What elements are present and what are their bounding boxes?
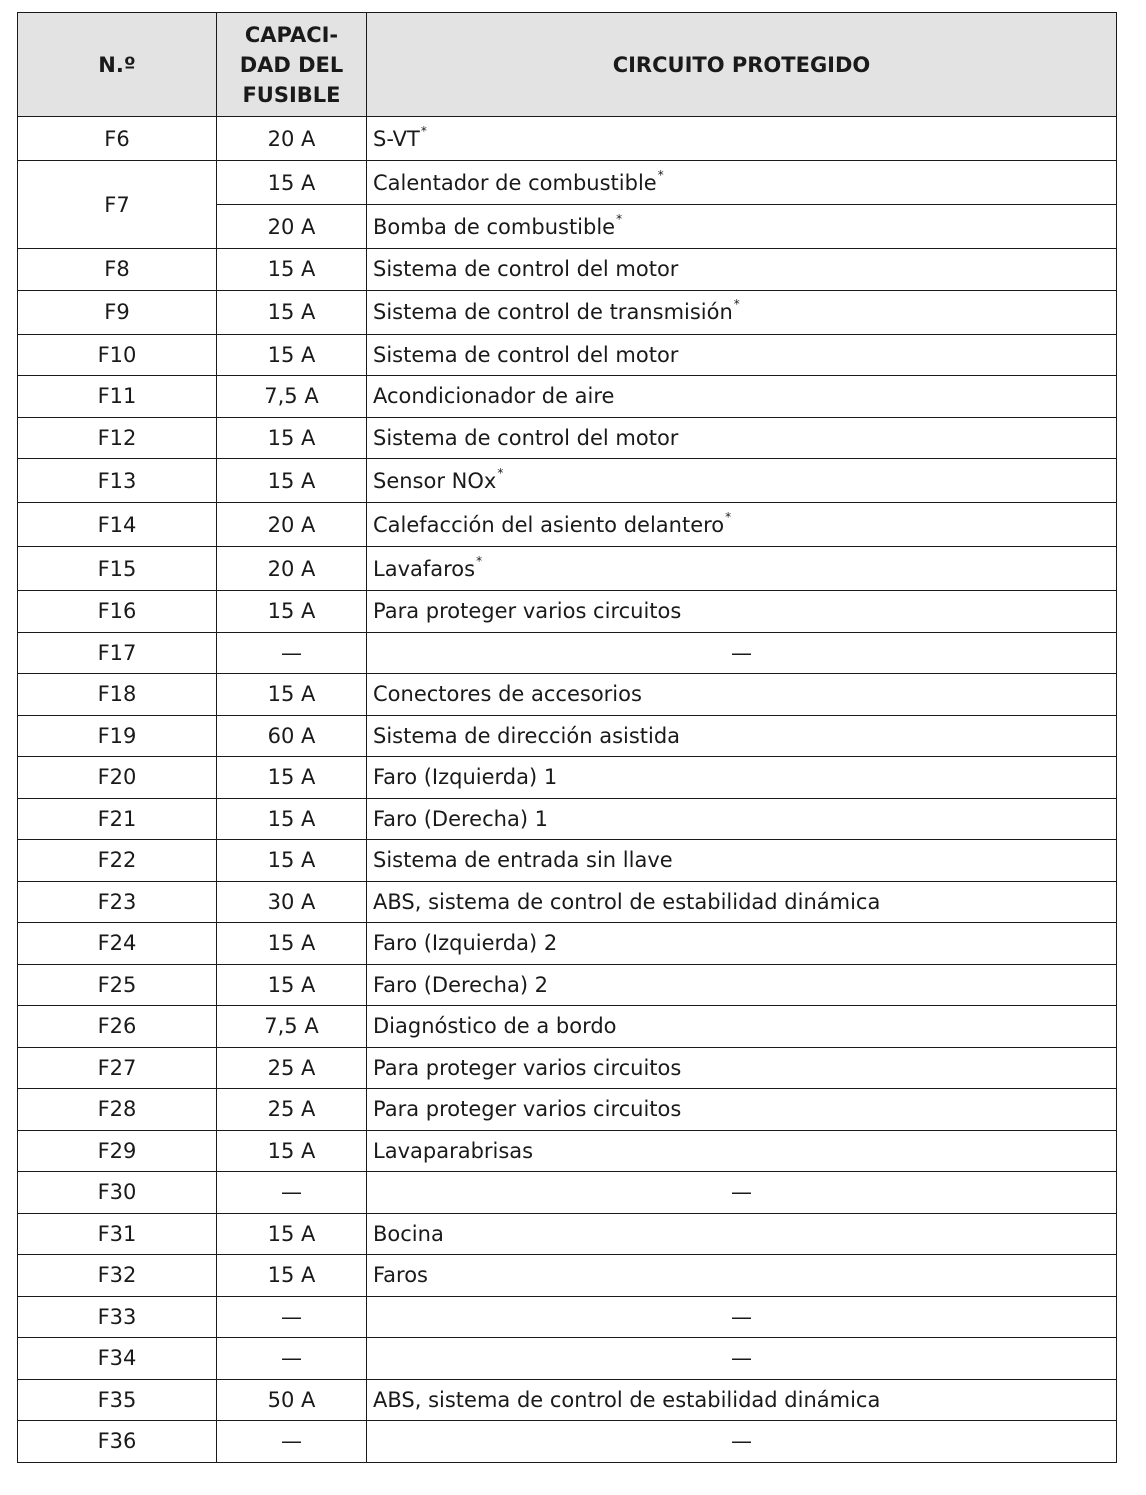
table-row (18, 1172, 1117, 1214)
protected-circuit (367, 757, 1117, 799)
protected-circuit-text: Sistema de control del motor (373, 342, 679, 367)
protected-circuit-text: — (731, 1429, 752, 1454)
table-row (18, 161, 1117, 205)
fuse-capacity: 7,5 A (217, 1006, 367, 1048)
fuse-number: F24 (18, 923, 217, 965)
fuse-number: F10 (18, 334, 217, 376)
protected-circuit (367, 334, 1117, 376)
table-row (18, 1006, 1117, 1048)
table-row (18, 1089, 1117, 1131)
fuse-table-body (18, 117, 1117, 1463)
table-row (18, 1379, 1117, 1421)
protected-circuit (367, 1172, 1117, 1214)
protected-circuit (367, 1255, 1117, 1297)
protected-circuit (367, 674, 1117, 716)
protected-circuit-text: Sistema de control del motor (373, 425, 679, 450)
protected-circuit-text: — (731, 1180, 752, 1205)
fuse-capacity: — (217, 1172, 367, 1214)
protected-circuit-text: Para proteger varios circuitos (373, 1097, 682, 1122)
protected-circuit (367, 1213, 1117, 1255)
protected-circuit-text: Lavaparabrisas (373, 1138, 534, 1163)
footnote-asterisk: * (420, 123, 427, 138)
fuse-capacity: 15 A (217, 757, 367, 799)
protected-circuit (367, 161, 1117, 205)
table-header-row (18, 13, 1117, 117)
protected-circuit (367, 1421, 1117, 1463)
protected-circuit-text: Para proteger varios circuitos (373, 1055, 682, 1080)
protected-circuit (367, 1047, 1117, 1089)
fuse-number: F34 (18, 1338, 217, 1380)
protected-circuit (367, 547, 1117, 591)
header-number: N.º (18, 13, 217, 117)
fuse-capacity: — (217, 632, 367, 674)
footnote-asterisk: * (733, 297, 740, 311)
table-row (18, 757, 1117, 799)
fuse-table (17, 12, 1117, 1463)
fuse-number: F13 (18, 459, 217, 503)
fuse-number: F15 (18, 547, 217, 591)
fuse-capacity: 15 A (217, 290, 367, 334)
fuse-capacity: 15 A (217, 249, 367, 291)
fuse-capacity: 25 A (217, 1047, 367, 1089)
fuse-number: F6 (18, 117, 217, 161)
fuse-number: F28 (18, 1089, 217, 1131)
protected-circuit-text: ABS, sistema de control de estabilidad dinámica (373, 1387, 881, 1412)
fuse-capacity: 15 A (217, 1130, 367, 1172)
fuse-capacity: 15 A (217, 591, 367, 633)
fuse-capacity: 15 A (217, 1213, 367, 1255)
table-row (18, 923, 1117, 965)
protected-circuit (367, 459, 1117, 503)
fuse-number: F35 (18, 1379, 217, 1421)
table-row (18, 632, 1117, 674)
protected-circuit (367, 290, 1117, 334)
table-row (18, 290, 1117, 334)
table-row (18, 1296, 1117, 1338)
fuse-number: F16 (18, 591, 217, 633)
fuse-capacity: 15 A (217, 161, 367, 205)
fuse-number: F25 (18, 964, 217, 1006)
fuse-number: F8 (18, 249, 217, 291)
protected-circuit-text: Diagnóstico de a bordo (373, 1014, 617, 1039)
protected-circuit-text: Faros (373, 1263, 428, 1288)
header-capacity-line: DAD DEL (239, 52, 344, 77)
fuse-number: F9 (18, 290, 217, 334)
fuse-capacity: 20 A (217, 547, 367, 591)
protected-circuit-text: — (731, 1304, 752, 1329)
table-row (18, 840, 1117, 882)
protected-circuit-text: ABS, sistema de control de estabilidad dinámica (373, 889, 881, 914)
fuse-capacity: — (217, 1421, 367, 1463)
protected-circuit (367, 840, 1117, 882)
table-row (18, 117, 1117, 161)
fuse-capacity: 15 A (217, 674, 367, 716)
protected-circuit (367, 417, 1117, 459)
fuse-capacity: 50 A (217, 1379, 367, 1421)
protected-circuit-text: Sistema de control de transmisión (373, 300, 733, 324)
protected-circuit-text: Sistema de entrada sin llave (373, 848, 673, 873)
fuse-number: F21 (18, 798, 217, 840)
fuse-number: F17 (18, 632, 217, 674)
protected-circuit-text: Calefacción del asiento delantero (373, 512, 725, 537)
fuse-number: F23 (18, 881, 217, 923)
fuse-capacity: 20 A (217, 205, 367, 249)
protected-circuit-text: Sistema de dirección asistida (373, 723, 681, 748)
table-row (18, 417, 1117, 459)
table-row (18, 1421, 1117, 1463)
protected-circuit (367, 591, 1117, 633)
protected-circuit (367, 249, 1117, 291)
fuse-number: F11 (18, 376, 217, 418)
protected-circuit-text: Faro (Izquierda) 2 (373, 931, 558, 956)
fuse-capacity: — (217, 1296, 367, 1338)
fuse-number: F19 (18, 715, 217, 757)
protected-circuit (367, 117, 1117, 161)
fuse-number: F14 (18, 503, 217, 547)
fuse-capacity: 15 A (217, 334, 367, 376)
table-row (18, 334, 1117, 376)
protected-circuit-text: S-VT (373, 126, 420, 151)
protected-circuit (367, 798, 1117, 840)
table-row (18, 1255, 1117, 1297)
fuse-number: F36 (18, 1421, 217, 1463)
table-row (18, 459, 1117, 503)
fuse-capacity: 15 A (217, 417, 367, 459)
protected-circuit-text: Sistema de control del motor (373, 257, 679, 282)
protected-circuit-text: Bomba de combustible (373, 214, 616, 239)
protected-circuit-text: Conectores de accesorios (373, 682, 642, 707)
table-row (18, 249, 1117, 291)
table-row (18, 503, 1117, 547)
fuse-capacity: 20 A (217, 503, 367, 547)
protected-circuit (367, 964, 1117, 1006)
protected-circuit-text: Acondicionador de aire (373, 384, 615, 409)
fuse-capacity: 15 A (217, 840, 367, 882)
footnote-asterisk: * (725, 509, 732, 524)
header-capacity (217, 13, 367, 117)
fuse-number: F12 (18, 417, 217, 459)
protected-circuit-text: Faro (Derecha) 1 (373, 806, 549, 831)
header-capacity-line: CAPACI- (244, 22, 339, 47)
protected-circuit (367, 715, 1117, 757)
header-circuit: CIRCUITO PROTEGIDO (367, 13, 1117, 117)
fuse-number: F7 (18, 161, 217, 249)
fuse-capacity: 60 A (217, 715, 367, 757)
table-row (18, 964, 1117, 1006)
fuse-number: F31 (18, 1213, 217, 1255)
table-row (18, 1213, 1117, 1255)
protected-circuit (367, 1338, 1117, 1380)
protected-circuit-text: — (731, 640, 752, 665)
protected-circuit-text: Faro (Izquierda) 1 (373, 765, 558, 790)
table-row (18, 1338, 1117, 1380)
table-row (18, 1130, 1117, 1172)
table-row (18, 881, 1117, 923)
table-row (18, 547, 1117, 591)
fuse-capacity: 25 A (217, 1089, 367, 1131)
fuse-capacity: 15 A (217, 459, 367, 503)
footnote-asterisk: * (497, 465, 504, 480)
footnote-asterisk: * (476, 553, 483, 568)
protected-circuit (367, 1130, 1117, 1172)
protected-circuit (367, 632, 1117, 674)
fuse-capacity: — (217, 1338, 367, 1380)
fuse-number: F32 (18, 1255, 217, 1297)
protected-circuit (367, 1089, 1117, 1131)
fuse-number: F33 (18, 1296, 217, 1338)
protected-circuit-text: — (731, 1346, 752, 1371)
fuse-capacity: 15 A (217, 923, 367, 965)
fuse-capacity: 15 A (217, 964, 367, 1006)
header-capacity-line: FUSIBLE (242, 82, 341, 107)
protected-circuit-text: Para proteger varios circuitos (373, 599, 682, 624)
protected-circuit-text: Calentador de combustible (373, 170, 657, 195)
protected-circuit (367, 205, 1117, 249)
table-row (18, 1047, 1117, 1089)
table-row (18, 798, 1117, 840)
table-row (18, 591, 1117, 633)
footnote-asterisk: * (616, 211, 623, 226)
fuse-number: F20 (18, 757, 217, 799)
protected-circuit (367, 1296, 1117, 1338)
table-row (18, 674, 1117, 716)
table-row (18, 376, 1117, 418)
fuse-capacity: 15 A (217, 798, 367, 840)
protected-circuit-text: Faro (Derecha) 2 (373, 972, 549, 997)
protected-circuit (367, 376, 1117, 418)
protected-circuit-text: Sensor NOx (373, 468, 497, 493)
fuse-capacity: 30 A (217, 881, 367, 923)
fuse-number: F18 (18, 674, 217, 716)
protected-circuit (367, 503, 1117, 547)
footnote-asterisk: * (657, 167, 664, 182)
fuse-capacity: 15 A (217, 1255, 367, 1297)
protected-circuit (367, 881, 1117, 923)
fuse-number: F26 (18, 1006, 217, 1048)
protected-circuit (367, 923, 1117, 965)
fuse-capacity: 7,5 A (217, 376, 367, 418)
fuse-number: F22 (18, 840, 217, 882)
fuse-number: F27 (18, 1047, 217, 1089)
table-row (18, 715, 1117, 757)
protected-circuit-text: Lavafaros (373, 556, 476, 581)
fuse-capacity: 20 A (217, 117, 367, 161)
protected-circuit (367, 1006, 1117, 1048)
protected-circuit-text: Bocina (373, 1221, 444, 1246)
fuse-number: F30 (18, 1172, 217, 1214)
fuse-number: F29 (18, 1130, 217, 1172)
protected-circuit (367, 1379, 1117, 1421)
